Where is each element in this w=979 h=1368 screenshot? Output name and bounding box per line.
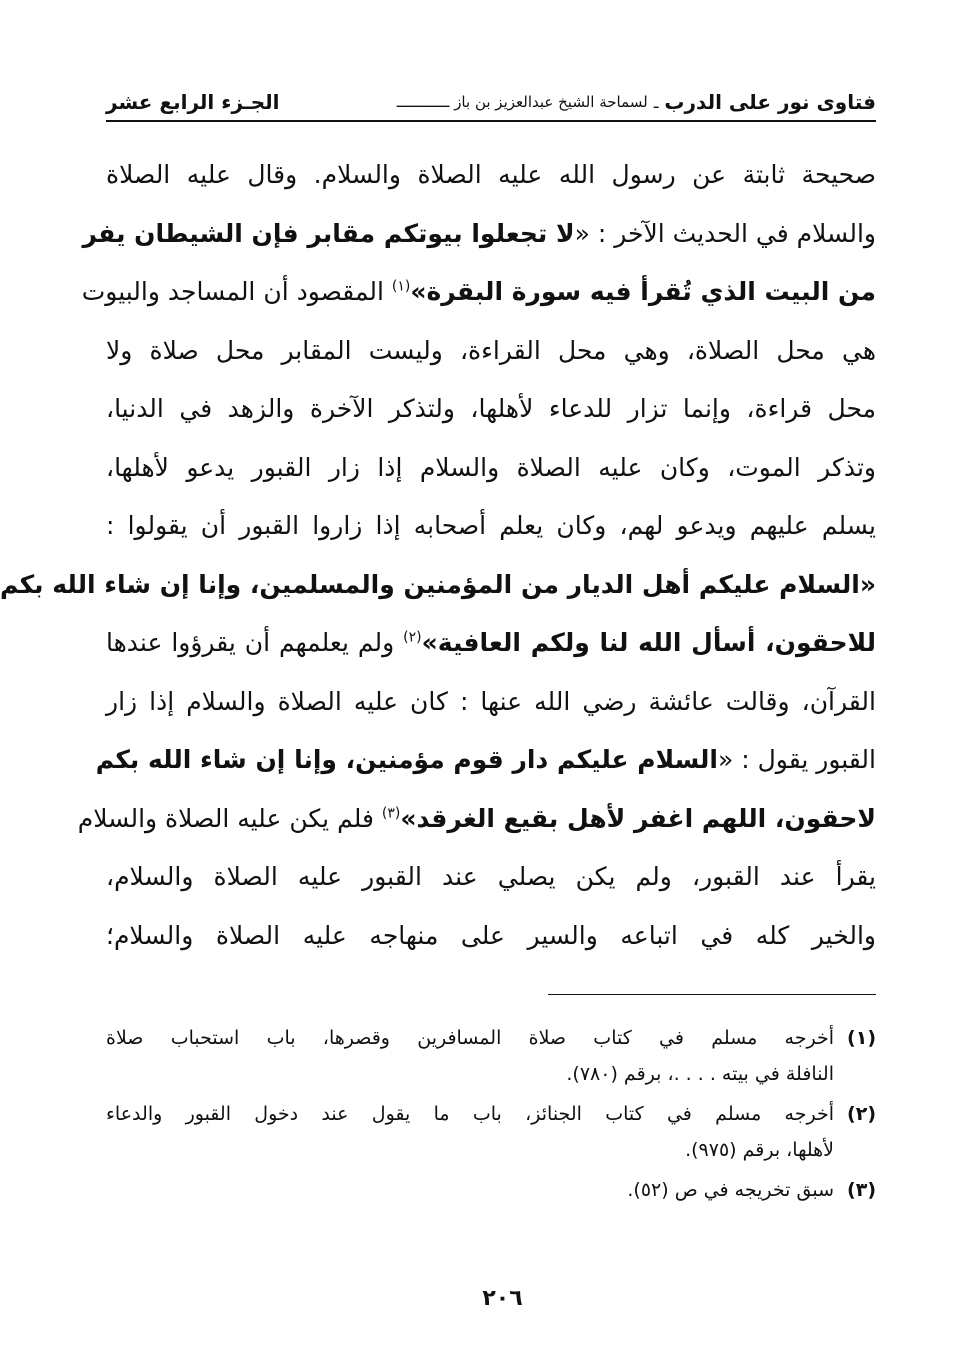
text-line-8	[0, 556, 876, 615]
hadith-quote-2-end: للاحقون، أسأل الله لنا ولكم العافية	[437, 628, 877, 657]
text-line-9	[106, 614, 876, 673]
line-7-text: يسلم عليهم ويدعو لهم، وكان يعلم أصحابه إذا زاروا القبور أن يقولوا :	[106, 511, 876, 540]
text-line-4	[106, 322, 876, 381]
header-dash: ـ	[653, 92, 659, 112]
footnote-3	[106, 1172, 876, 1208]
text-line-5	[106, 380, 876, 439]
footnote-2	[106, 1096, 876, 1168]
line-10-text: القرآن، وقالت عائشة رضي الله عنها : كان عليه الصلاة والسلام إذا زار	[106, 686, 876, 716]
line-3-text: المقصود أن المساجد والبيوت	[81, 277, 392, 306]
footnote-ref-1[interactable]: (١)	[391, 278, 411, 295]
text-line-13	[106, 848, 876, 907]
author-credit: لسماحة الشيخ عبدالعزيز بن باز ــــــــــــ	[396, 93, 648, 111]
text-line-10	[106, 673, 876, 732]
quote-close-1: »	[410, 277, 427, 306]
volume-label: الجـزء الرابع عشر	[106, 90, 280, 114]
footnote-text: أخرجه مسلم في كتاب صلاة المسافرين وقصرها، باب استحباب صلاة	[106, 1027, 834, 1049]
line-9-text: ولم يعلمهم أن يقرؤوا عندها	[106, 628, 404, 657]
footnote-number: (٣)	[847, 1179, 876, 1201]
hadith-quote-2-start: «السلام عليكم أهل الديار من المؤمنين والمسلمين، وإنا إن شاء الله بكم	[0, 569, 876, 599]
running-header-title-group	[397, 90, 876, 114]
text-line-14	[106, 907, 876, 966]
hadith-quote-1-end: من البيت الذي تُقرأ فيه سورة البقرة	[426, 277, 876, 306]
footnote-text: أخرجه مسلم في كتاب الجنائز، باب ما يقول عند دخول القبور والدعاء	[106, 1103, 834, 1125]
line-13-text: يقرأ عند القبور، ولم يكن يصلي عند القبور عليه الصلاة والسلام،	[106, 862, 876, 891]
footnote-number: (٢)	[847, 1103, 876, 1125]
footnote-1	[106, 1020, 876, 1092]
footnote-ref-2[interactable]: (٢)	[403, 629, 422, 646]
line-1-text: صحيحة ثابتة عن رسول الله عليه الصلاة والسلام. وقال عليه الصلاة	[106, 160, 876, 189]
footnote-number: (١)	[847, 1027, 876, 1049]
text-line-12	[77, 790, 876, 849]
book-title: فتاوى نور على الدرب	[664, 90, 876, 114]
line-2-text: والسلام في الحديث الآخر : «	[574, 218, 876, 248]
text-line-11	[95, 731, 876, 790]
line-14-text: والخير كله في اتباعه والسير على منهاجه عليه الصلاة والسلام؛	[106, 920, 876, 950]
text-line-1	[106, 146, 876, 205]
footnote-divider	[548, 994, 876, 995]
footnote-text: لأهلها، برقم (٩٧٥).	[685, 1139, 834, 1161]
quote-close-3: »	[400, 803, 417, 833]
footnotes	[106, 1020, 876, 1212]
running-header	[106, 84, 876, 122]
text-line-2	[82, 205, 876, 264]
hadith-quote-1-start: لا تجعلوا بيوتكم مقابر فإن الشيطان يفر	[82, 218, 575, 248]
text-line-3	[81, 263, 876, 322]
line-12-text: فلم يكن عليه الصلاة والسلام	[77, 803, 382, 833]
main-text	[0, 146, 877, 965]
text-line-6	[106, 439, 876, 498]
quote-close-2: »	[421, 628, 438, 657]
footnote-text: النافلة في بيته . . . .، برقم (٧٨٠).	[566, 1063, 834, 1085]
page-number: ٢٠٦	[482, 1286, 523, 1311]
hadith-quote-3-start: السلام عليكم دار قوم مؤمنين، وإنا إن شاء الله بكم	[95, 745, 719, 774]
line-5-text: محل قراءة، وإنما تزار للدعاء لأهلها، ولتذكر الآخرة والزهد في الدنيا،	[106, 394, 876, 423]
line-4-text: هي محل الصلاة، وهي محل القراءة، وليست المقابر محل صلاة ولا	[106, 335, 876, 365]
footnote-text: سبق تخريجه في ص (٥٢).	[627, 1179, 834, 1201]
line-6-text: وتذكر الموت، وكان عليه الصلاة والسلام إذا زار القبور يدعو لأهلها،	[106, 452, 876, 482]
text-line-7	[106, 497, 876, 556]
hadith-quote-3-end: لاحقون، اللهم اغفر لأهل بقيع الغرقد	[416, 803, 876, 833]
line-11-text: القبور يقول : «	[718, 745, 876, 774]
footnote-ref-3[interactable]: (٣)	[381, 805, 401, 822]
